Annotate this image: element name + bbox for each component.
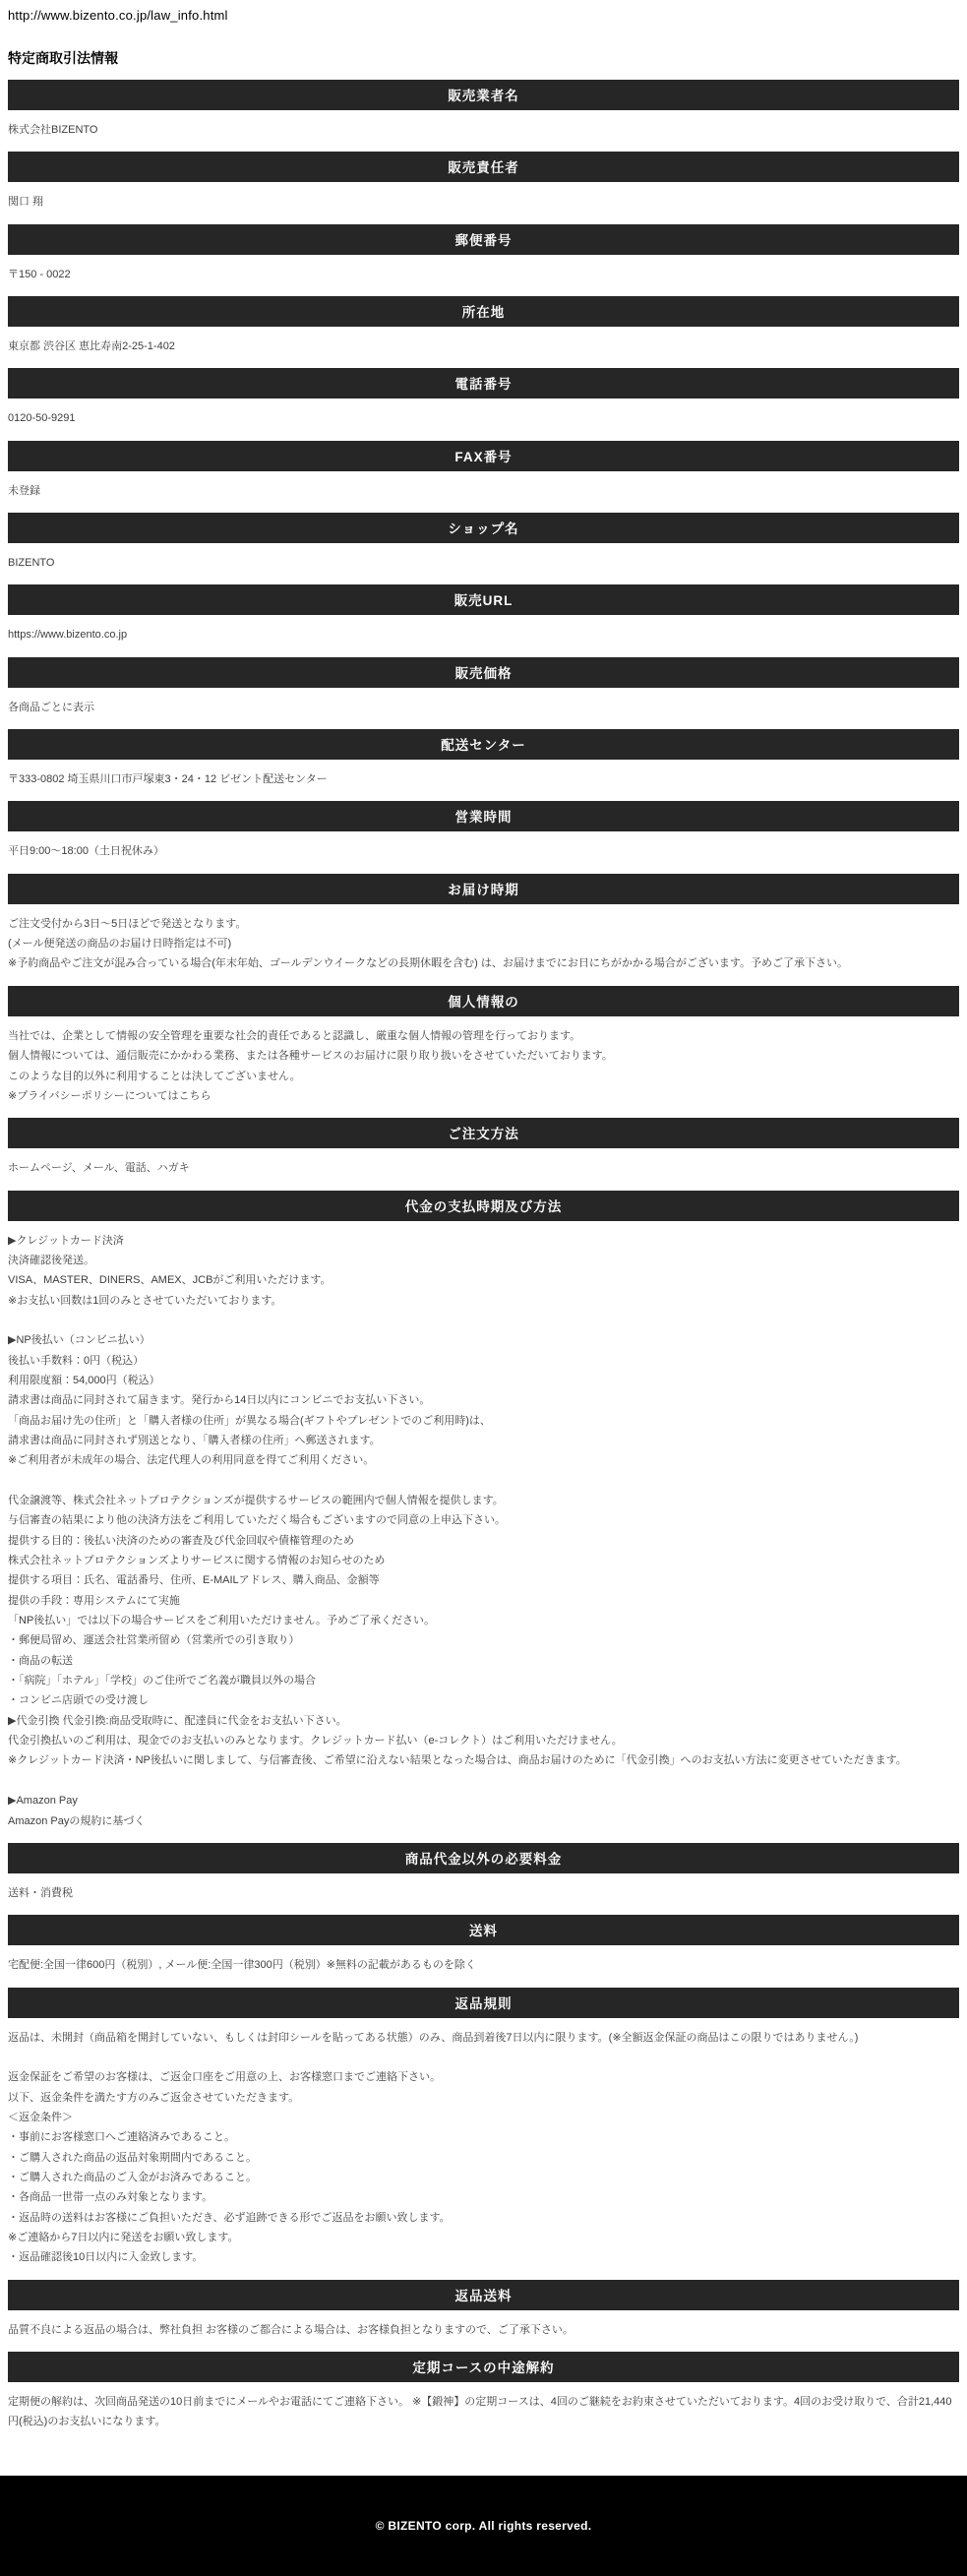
section-content [8,1158,959,1178]
section-line: ・事前にお客様窓口へご連絡済みであること。 [8,2131,235,2144]
section-line: 以下、返金条件を満たす方のみご返金させていただきます。 [8,2091,300,2104]
section-content [8,1231,959,1831]
section-heading-bar: 返品規則 [8,1988,959,2018]
law-section [8,80,959,140]
section-content [8,2028,959,2268]
footer [0,2476,967,2576]
section-line: ・コンビニ店頭での受け渡し [8,1694,149,1707]
law-section [8,224,959,284]
section-line: 返品は、未開封（商品箱を開封していない、もしくは封印シールを貼ってある状態）のみ、商品到着後7日以内に限ります。(※全額返金保証の商品はこの限りではありません。) [8,2031,859,2044]
section-line: ・各商品一世帯一点のみ対象となります。 [8,2191,213,2204]
law-section [8,801,959,861]
section-line: ・返品確認後10日以内に入金致します。 [8,2251,204,2264]
law-section [8,657,959,717]
section-content [8,408,959,428]
law-section [8,2352,959,2432]
section-line: 東京都 渋谷区 恵比寿南2-25-1-402 [8,340,175,353]
section-line: 与信審査の結果により他の決済方法をご利用していただく場合もございますので同意の上申込下さい。 [8,1514,506,1527]
section-heading-bar: 送料 [8,1915,959,1945]
section-heading-bar: FAX番号 [8,441,959,471]
section-line: 提供する項目：氏名、電話番号、住所、E-MAILアドレス、購入商品、金額等 [8,1574,380,1587]
section-line: ・ご購入された商品のご入金がお済みであること。 [8,2171,257,2183]
section-line: 返金保証をご希望のお客様は、ご返金口座をご用意の上、お客様窓口までご連絡下さい。 [8,2071,441,2084]
law-section [8,986,959,1106]
law-section [8,1191,959,1831]
section-line: このような目的以外に利用することは決してございません。 [8,1070,301,1082]
section-line: 後払い手数料：0円（税込） [8,1354,145,1367]
law-section [8,296,959,356]
section-line: ※ご利用者が未成年の場合、法定代理人の利用同意を得てご利用ください。 [8,1454,375,1467]
section-line [8,1771,959,1791]
page-title: 特定商取引法情報 [8,50,118,66]
section-line: ※お支払い回数は1回のみとさせていただいております。 [8,1294,282,1307]
section-line: https://www.bizento.co.jp [8,629,128,642]
law-section [8,874,959,974]
section-line: 未登録 [8,484,40,497]
section-line: 送料・消費税 [8,1886,73,1899]
section-heading-bar: ショップ名 [8,513,959,543]
section-line: 関口 翔 [8,196,44,209]
section-line: ※プライバシーポリシーについてはこちら [8,1089,212,1102]
section-line: ・「病院」「ホテル」「学校」のご住所でご名義が職員以外の場合 [8,1675,316,1687]
section-content [8,625,959,644]
law-section [8,513,959,573]
law-section [8,368,959,428]
section-line: 株式会社ネットプロテクションズよりサービスに関する情報のお知らせのため [8,1555,386,1567]
section-line: 提供する目的：後払い決済のための審査及び代金回収や債権管理のため [8,1534,354,1547]
section-heading-bar: 配送センター [8,729,959,760]
law-section [8,2280,959,2340]
section-line: 請求書は商品に同封されず別送となり、「購入者様の住所」へ郵送されます。 [8,1434,381,1446]
section-content [8,841,959,861]
law-section [8,1988,959,2268]
section-line: 平日9:00〜18:00（土日祝休み） [8,845,164,858]
section-line: ・ご購入された商品の返品対象期間内であること。 [8,2151,257,2164]
section-content [8,914,959,974]
section-content [8,481,959,501]
section-content [8,553,959,573]
section-content [8,698,959,717]
section-content [8,1883,959,1903]
section-line: ※クレジットカード決済・NP後払いに関しまして、与信審査後、ご希望に沿えない結果となった場合は、商品お届けのために「代金引換」へのお支払い方法に変更させていただきます。 [8,1754,907,1767]
section-content [8,192,959,212]
section-line: 〒333-0802 埼玉県川口市戸塚東3・24・12 ビゼント配送センター [8,773,328,786]
section-line: 提供の手段：専用システムにて実施 [8,1594,180,1607]
section-content [8,2392,959,2432]
section-line: ・郵便局留め、運送会社営業所留め（営業所での引き取り） [8,1634,300,1647]
section-heading-bar: 郵便番号 [8,224,959,255]
section-heading-bar: 定期コースの中途解約 [8,2352,959,2382]
section-line: 請求書は商品に同封されて届きます。発行から14日以内にコンビニでお支払い下さい。 [8,1394,431,1407]
section-line: 定期便の解約は、次回商品発送の10日前までにメールやお電話にてご連絡下さい。 ※【鍛神】の定期コースは、4回のご継続をお約束させていただいております。4回のお受け取りで、合計21,440円(税込)のお支払いになります。 [8,2396,952,2428]
section-heading-bar: 営業時間 [8,801,959,831]
section-line: 個人情報については、通信販売にかかわる業務、または各種サービスのお届けに限り取り扱いをさせていただいております。 [8,1050,613,1063]
section-line: (メール便発送の商品のお届け日時指定は不可) [8,938,232,951]
page-url: http://www.bizento.co.jp/law_info.html [8,8,228,23]
section-heading-bar: 販売価格 [8,657,959,688]
section-line: BIZENTO [8,557,55,570]
section-line: 品質不良による返品の場合は、弊社負担 お客様のご都合による場合は、お客様負担となりますので、ご了承下さい。 [8,2323,574,2336]
section-line: 「商品お届け先の住所」と「購入者様の住所」が異なる場合(ギフトやプレゼントでのご利用時)は、 [8,1414,491,1427]
section-content [8,769,959,789]
section-line: ご注文受付から3日〜5日ほどで発送となります。 [8,917,247,930]
section-heading-bar: お届け時期 [8,874,959,904]
section-line: 株式会社BIZENTO [8,124,98,136]
section-line: 利用限度額：54,000円（税込） [8,1374,160,1386]
section-line [8,2048,959,2067]
section-line: ▶Amazon Pay [8,1795,78,1808]
section-heading-bar: 電話番号 [8,368,959,399]
section-line: 代金引換払いのご利用は、現金でのお支払いのみとなります。クレジットカード払い（e-コレクト）はご利用いただけません。 [8,1735,623,1748]
section-line [8,1311,959,1330]
section-line: ・商品の転送 [8,1654,73,1667]
section-heading-bar: ご注文方法 [8,1118,959,1148]
law-section [8,1843,959,1903]
law-section [8,441,959,501]
sections [8,80,959,2432]
section-heading-bar: 返品送料 [8,2280,959,2310]
section-content [8,1026,959,1106]
section-heading-bar: 販売業者名 [8,80,959,110]
section-line: ・返品時の送料はお客様にご負担いただき、必ず追跡できる形でご返品をお願い致します。 [8,2211,451,2224]
section-line: VISA、MASTER、DINERS、AMEX、JCBがご利用いただけます。 [8,1274,332,1287]
law-section [8,1915,959,1975]
law-section [8,152,959,212]
section-line: 宅配便:全国一律600円（税別）, メール便:全国一律300円（税別）※無料の記載があるものを除く [8,1959,476,1972]
law-section [8,584,959,644]
law-section [8,729,959,789]
section-heading-bar: 個人情報の [8,986,959,1016]
section-content [8,2320,959,2340]
section-line: 〒150 - 0022 [8,268,71,280]
section-line: ▶代金引換 代金引換:商品受取時に、配達員に代金をお支払い下さい。 [8,1714,347,1727]
section-line: ▶クレジットカード決済 [8,1234,124,1247]
section-line: 各商品ごとに表示 [8,701,94,713]
section-line: 当社では、企業として情報の安全管理を重要な社会的責任であると認識し、厳重な個人情報の管理を行っております。 [8,1029,581,1042]
section-line [8,1471,959,1491]
section-heading-bar: 所在地 [8,296,959,327]
section-content [8,265,959,284]
copyright-text: © BIZENTO corp. All rights reserved. [375,2518,592,2533]
section-line: ▶NP後払い（コンビニ払い） [8,1334,151,1347]
section-content [8,1955,959,1975]
section-line: 0120-50-9291 [8,412,76,425]
section-line: 「NP後払い」では以下の場合サービスをご利用いただけません。予めご了承ください。 [8,1615,435,1627]
section-line: ホームページ、メール、電話、ハガキ [8,1162,190,1175]
section-line: 決済確認後発送。 [8,1254,94,1266]
section-line: ※予約商品やご注文が混み合っている場合(年末年始、ゴールデンウイークなどの長期休暇を含む) は、お届けまでにお日にちがかかる場合がございます。予めご了承下さい。 [8,957,848,970]
section-content [8,120,959,140]
law-section [8,1118,959,1178]
section-line: ※ご連絡から7日以内に発送をお願い致します。 [8,2231,239,2243]
section-heading-bar: 販売責任者 [8,152,959,182]
section-line: 代金譲渡等、株式会社ネットプロテクションズが提供するサービスの範囲内で個人情報を提供します。 [8,1495,504,1506]
section-content [8,337,959,356]
section-heading-bar: 商品代金以外の必要料金 [8,1843,959,1873]
section-heading-bar: 代金の支払時期及び方法 [8,1191,959,1221]
section-line: Amazon Payの規約に基づく [8,1814,146,1827]
section-line: ＜返金条件＞ [8,2111,73,2123]
section-heading-bar: 販売URL [8,584,959,615]
